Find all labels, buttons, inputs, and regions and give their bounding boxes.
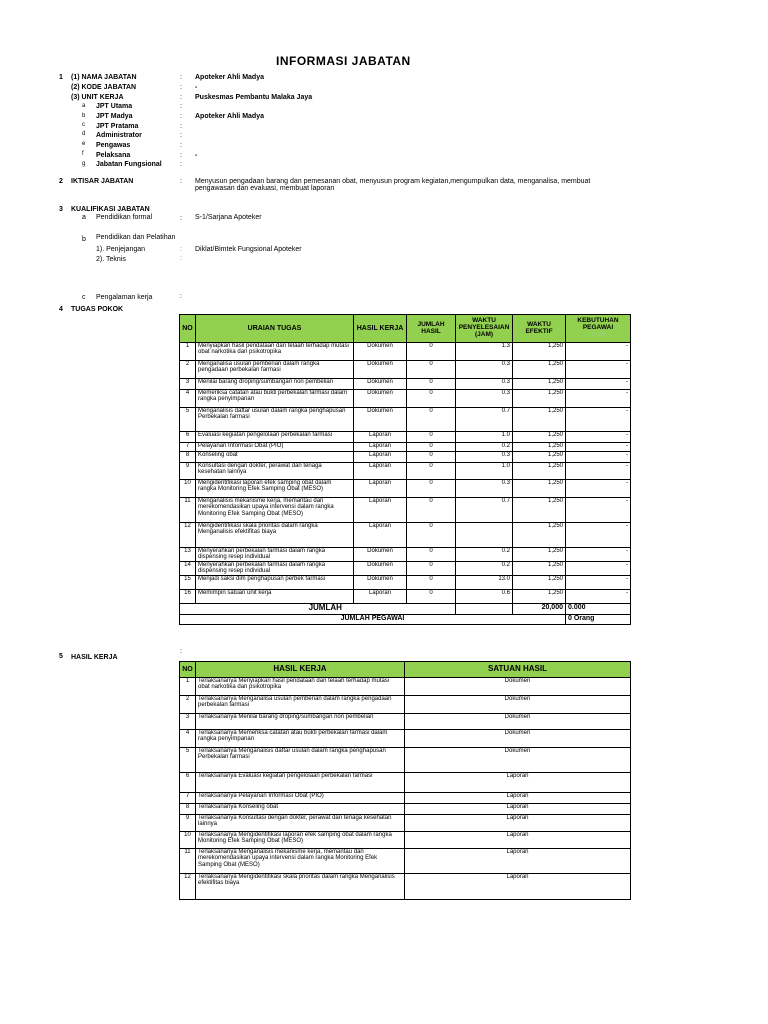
- cell-no: 4: [180, 730, 196, 748]
- cell-waktu-efektif: 1,250: [513, 590, 566, 604]
- cell-hasil-kerja: Terlaksananya Mengidentifikasi laporan efek samping obat dalam rangka Monitoring Efek Samping Obat (MESO): [196, 832, 405, 849]
- cell-hasil-kerja: Terlaksananya Menganalisa usulan pemberian dalam rangka pengadaan perbekalan farmasi: [196, 696, 405, 714]
- cell-waktu-efektif: 1,250: [513, 562, 566, 576]
- cell-waktu-efektif: 1,250: [513, 548, 566, 562]
- cell-waktu-efektif: 1,250: [513, 463, 566, 480]
- jumlah-pegawai-row: [180, 615, 631, 625]
- sub-letter: b: [82, 113, 86, 119]
- cell-jumlah-hasil: 0: [407, 379, 456, 390]
- cell-jumlah-hasil: 0: [407, 343, 456, 361]
- cell-hasil-kerja: Laporan: [354, 463, 407, 480]
- colon: :: [180, 103, 182, 110]
- table-row: [180, 849, 631, 874]
- hasil-kerja-label: HASIL KERJA: [71, 654, 118, 661]
- table-row: [180, 832, 631, 849]
- jumlah-pegawai-label: JUMLAH PEGAWAI: [180, 615, 566, 625]
- cell-no: 7: [180, 443, 196, 452]
- cell-hasil-kerja: Dokumen: [354, 408, 407, 432]
- cell-waktu-penyelesaian: 0.2: [456, 562, 513, 576]
- cell-satuan-hasil: Laporan: [405, 849, 631, 874]
- cell-no: 4: [180, 390, 196, 408]
- cell-jumlah-hasil: 0: [407, 463, 456, 480]
- cell-waktu-efektif: 1,250: [513, 432, 566, 443]
- cell-uraian-tugas: Pelayanan Informasi Obat (PIO): [196, 443, 354, 452]
- cell-waktu-penyelesaian: 0.7: [456, 408, 513, 432]
- cell-kebutuhan-pegawai: -: [566, 343, 631, 361]
- cell-satuan-hasil: Laporan: [405, 815, 631, 832]
- cell-waktu-efektif: 1,250: [513, 361, 566, 379]
- header-waktu-efektif: WAKTU EFEKTIF: [513, 315, 566, 343]
- tugas-pokok-label: TUGAS POKOK: [71, 306, 124, 313]
- cell-uraian-tugas: Memeriksa catatan atau bukti perbekalan farmasi dalam rangka penyimpanan: [196, 390, 354, 408]
- cell-uraian-tugas: Mengidentifikasi skala prioritas dalam rangka Menganalisis efektifitas biaya: [196, 523, 354, 548]
- iktisar-jabatan-label: IKTISAR JABATAN: [71, 178, 134, 185]
- hasil-kerja-table: [179, 661, 631, 900]
- cell-no: 9: [180, 463, 196, 480]
- cell-hasil-kerja: Terlaksananya Mengidentifikasi skala prioritas dalam rangka Menganalisis efektifitas biaya: [196, 874, 405, 900]
- cell-jumlah-hasil: 0: [407, 443, 456, 452]
- cell-no: 5: [180, 408, 196, 432]
- cell-satuan-hasil: Dokumen: [405, 696, 631, 714]
- cell-jumlah-hasil: 0: [407, 523, 456, 548]
- colon: :: [180, 152, 182, 159]
- cell-uraian-tugas: Menganalisis daftar usulan dalam rangka penghapusan Perbekalan farmasi: [196, 408, 354, 432]
- table-row: [180, 815, 631, 832]
- table-row: [180, 379, 631, 390]
- cell-waktu-penyelesaian: 1.3: [456, 343, 513, 361]
- cell-uraian-tugas: Evaluasi kegiatan pengelolaan perbekalan farmasi: [196, 432, 354, 443]
- cell-hasil-kerja: Terlaksananya Menilai barang droping/sumbangan non pembelian: [196, 714, 405, 730]
- cell-kebutuhan-pegawai: -: [566, 498, 631, 523]
- cell-hasil-kerja: Dokumen: [354, 548, 407, 562]
- sub-letter: e: [82, 141, 86, 147]
- colon: :: [180, 132, 182, 139]
- cell-kebutuhan-pegawai: -: [566, 480, 631, 498]
- table-row: [180, 714, 631, 730]
- pendidikan-formal-value: S-1/Sarjana Apoteker: [195, 214, 262, 221]
- cell-no: 16: [180, 590, 196, 604]
- cell-hasil-kerja: Laporan: [354, 480, 407, 498]
- jumlah-kebutuhan: 0.000: [566, 604, 631, 615]
- table-row: [180, 562, 631, 576]
- cell-waktu-efektif: 1,250: [513, 576, 566, 590]
- colon: :: [180, 84, 182, 91]
- nama-jabatan-label: (1) NAMA JABATAN: [71, 74, 137, 81]
- table-row: [180, 343, 631, 361]
- table-row: [180, 548, 631, 562]
- cell-hasil-kerja: Terlaksananya Evaluasi kegiatan pengelolaan perbekalan farmasi: [196, 773, 405, 793]
- table-row: [180, 590, 631, 604]
- table-row: [180, 696, 631, 714]
- table-row: [180, 480, 631, 498]
- kualifikasi-jabatan-label: KUALIFIKASI JABATAN: [71, 206, 150, 213]
- cell-satuan-hasil: Laporan: [405, 832, 631, 849]
- cell-no: 1: [180, 343, 196, 361]
- cell-hasil-kerja: Dokumen: [354, 576, 407, 590]
- jumlah-label: JUMLAH: [196, 604, 456, 615]
- cell-waktu-efektif: 1,250: [513, 379, 566, 390]
- pengalaman-kerja-label: Pengalaman kerja: [96, 294, 153, 301]
- unit-kerja-value: Puskesmas Pembantu Malaka Jaya: [195, 94, 313, 101]
- table-header-row: [180, 315, 631, 343]
- cell-hasil-kerja: Terlaksananya Konseling obat: [196, 804, 405, 815]
- cell-no: 12: [180, 523, 196, 548]
- cell-hasil-kerja: Terlaksananya Menganalisis mekanisme kerja, memantau dan merekomendasikan upaya intervensi dalam rangka Monitoring Efek Samping Obat (MESO): [196, 849, 405, 874]
- jpt-madya-value: Apoteker Ahli Madya: [195, 113, 264, 120]
- penjejangan-value: Diklat/Bimtek Fungsional Apoteker: [195, 246, 302, 253]
- cell-waktu-efektif: 1,250: [513, 390, 566, 408]
- iktisar-jabatan-value: Menyusun pengadaan barang dan pemesanan obat, menyusun program kegiatan,mengumpulkan data, menganalisa, membuat pengawasan dan evaluasi, membuat laporan: [195, 178, 591, 193]
- cell-waktu-penyelesaian: 0.3: [456, 452, 513, 463]
- cell-waktu-penyelesaian: 0.3: [456, 390, 513, 408]
- cell-kebutuhan-pegawai: -: [566, 463, 631, 480]
- unit-kerja-label: (3) UNIT KERJA: [71, 94, 124, 101]
- cell-jumlah-hasil: 0: [407, 408, 456, 432]
- colon: :: [180, 178, 182, 185]
- cell-hasil-kerja: Laporan: [354, 523, 407, 548]
- table-row: [180, 678, 631, 696]
- cell-waktu-efektif: 1,250: [513, 343, 566, 361]
- cell-jumlah-hasil: 0: [407, 390, 456, 408]
- cell-hasil-kerja: Laporan: [354, 443, 407, 452]
- table-row: [180, 498, 631, 523]
- cell-hasil-kerja: Terlaksananya Menganalisis daftar usulan dalam rangka penghapusan Perbekalan farmasi: [196, 748, 405, 773]
- cell-jumlah-hasil: 0: [407, 452, 456, 463]
- cell-hasil-kerja: Laporan: [354, 452, 407, 463]
- cell-jumlah-hasil: 0: [407, 432, 456, 443]
- teknis-label: 2). Teknis: [96, 256, 126, 263]
- cell-hasil-kerja: Terlaksananya Menyiapkan hasil pendataan dan telaah terhadap mutasi obat narkotika dan psikotropika: [196, 678, 405, 696]
- pendidikan-pelatihan-label: Pendidikan dan Pelatihan: [96, 234, 176, 241]
- pendidikan-formal-label: Pendidikan formal: [96, 214, 153, 221]
- table-row: [180, 452, 631, 463]
- cell-kebutuhan-pegawai: -: [566, 408, 631, 432]
- cell-hasil-kerja: Laporan: [354, 498, 407, 523]
- sub-letter: g: [82, 161, 86, 167]
- cell-no: 15: [180, 576, 196, 590]
- colon: :: [180, 142, 182, 149]
- cell-no: 10: [180, 832, 196, 849]
- cell-satuan-hasil: Laporan: [405, 804, 631, 815]
- section-1-number: 1: [59, 74, 63, 81]
- sub-letter: a: [82, 103, 86, 109]
- colon: :: [180, 293, 182, 300]
- cell-uraian-tugas: Menyiapkan hasil pendataan dan telaah terhadap mutasi obat narkotika dan psikotropika: [196, 343, 354, 361]
- cell-uraian-tugas: Menganalisa usulan pemberian dalam rangka pengadaan perbekalan farmasi: [196, 361, 354, 379]
- table-row: [180, 874, 631, 900]
- cell-no: 6: [180, 773, 196, 793]
- jpt-pratama-label: JPT Pratama: [96, 123, 139, 130]
- cell-jumlah-hasil: 0: [407, 480, 456, 498]
- sub-letter: f: [82, 151, 84, 157]
- cell-no: 7: [180, 793, 196, 804]
- colon: :: [180, 94, 182, 101]
- cell-uraian-tugas: Menjadi saksi dim penghapusan perbek farmasi: [196, 576, 354, 590]
- cell-satuan-hasil: Laporan: [405, 874, 631, 900]
- pengawas-label: Pengawas: [96, 142, 131, 149]
- table-row: [180, 793, 631, 804]
- header-hasil-kerja: HASIL KERJA: [196, 662, 405, 678]
- penjejangan-label: 1). Penjejangan: [96, 246, 146, 253]
- pelaksana-value: -: [195, 152, 198, 159]
- cell-kebutuhan-pegawai: -: [566, 361, 631, 379]
- cell-no: 9: [180, 815, 196, 832]
- cell-hasil-kerja: Dokumen: [354, 361, 407, 379]
- cell-satuan-hasil: Laporan: [405, 793, 631, 804]
- sub-letter: c: [82, 294, 86, 301]
- header-no: NO: [180, 315, 196, 343]
- cell-uraian-tugas: Konseling obat: [196, 452, 354, 463]
- cell-no: 6: [180, 432, 196, 443]
- cell-uraian-tugas: Konsultasi dengan dokter, perawat dan tenaga kesehatan lainnya: [196, 463, 354, 480]
- header-kebutuhan-pegawai: [566, 315, 631, 343]
- kode-jabatan-value: -: [195, 84, 198, 91]
- pelaksana-label: Pelaksana: [96, 152, 131, 159]
- cell-waktu-penyelesaian: 0.2: [456, 443, 513, 452]
- table-row: [180, 576, 631, 590]
- cell-no: 5: [180, 748, 196, 773]
- cell-waktu-penyelesaian: [456, 523, 513, 548]
- page-title: INFORMASI JABATAN: [276, 54, 411, 68]
- jumlah-pegawai-value: 0 Orang: [566, 615, 631, 625]
- colon: :: [180, 113, 182, 120]
- cell-waktu-penyelesaian: 1.0: [456, 463, 513, 480]
- cell-hasil-kerja: Dokumen: [354, 562, 407, 576]
- cell-no: 12: [180, 874, 196, 900]
- section-2-number: 2: [59, 178, 63, 185]
- cell-waktu-penyelesaian: 13.0: [456, 576, 513, 590]
- cell-no: 8: [180, 452, 196, 463]
- header-hasil-kerja: HASIL KERJA: [354, 315, 407, 343]
- cell-uraian-tugas: Menilai barang droping/sumbangan non pembelian: [196, 379, 354, 390]
- cell-jumlah-hasil: 0: [407, 576, 456, 590]
- cell-hasil-kerja: Dokumen: [354, 343, 407, 361]
- cell-uraian-tugas: Menyerahkan perbekalan farmasi dalam rangka dispensing resep individual: [196, 562, 354, 576]
- cell-kebutuhan-pegawai: -: [566, 562, 631, 576]
- cell-hasil-kerja: Laporan: [354, 432, 407, 443]
- cell-waktu-penyelesaian: 0.3: [456, 379, 513, 390]
- cell-satuan-hasil: Laporan: [405, 773, 631, 793]
- jpt-madya-label: JPT Madya: [96, 113, 133, 120]
- cell-jumlah-hasil: 0: [407, 361, 456, 379]
- table-row: [180, 432, 631, 443]
- cell-waktu-penyelesaian: 0.6: [456, 590, 513, 604]
- kebutuhan-pegawai-sub: 1250: [590, 330, 606, 338]
- cell-no: 10: [180, 480, 196, 498]
- sub-letter: b: [82, 236, 86, 243]
- cell-no: 3: [180, 714, 196, 730]
- cell-hasil-kerja: Dokumen: [354, 390, 407, 408]
- cell-waktu-penyelesaian: 0.3: [456, 361, 513, 379]
- cell-kebutuhan-pegawai: -: [566, 379, 631, 390]
- sub-letter: d: [82, 131, 86, 137]
- cell-waktu-efektif: 1,250: [513, 523, 566, 548]
- cell-satuan-hasil: Dokumen: [405, 678, 631, 696]
- sub-letter: a: [82, 214, 86, 221]
- jumlah-row: [180, 604, 631, 615]
- cell-no: 2: [180, 361, 196, 379]
- cell-hasil-kerja: Terlaksananya Memeriksa catatan atau bukti perbekalan farmasi dalam rangka penyimpanan: [196, 730, 405, 748]
- cell-kebutuhan-pegawai: -: [566, 576, 631, 590]
- cell-kebutuhan-pegawai: -: [566, 590, 631, 604]
- kebutuhan-pegawai-label: KEBUTUHAN PEGAWAI: [577, 317, 619, 332]
- section-4-number: 4: [59, 306, 63, 313]
- table-row: [180, 443, 631, 452]
- kode-jabatan-label: (2) KODE JABATAN: [71, 84, 137, 91]
- table-row: [180, 463, 631, 480]
- colon: :: [180, 161, 182, 168]
- nama-jabatan-value: Apoteker Ahli Madya: [195, 74, 264, 81]
- colon: :: [180, 74, 182, 81]
- section-3-number: 3: [59, 206, 63, 213]
- header-uraian-tugas: URAIAN TUGAS: [196, 315, 354, 343]
- cell-waktu-penyelesaian: 0.3: [456, 480, 513, 498]
- colon: :: [180, 255, 182, 262]
- cell-waktu-efektif: 1,250: [513, 452, 566, 463]
- cell-hasil-kerja: Dokumen: [354, 379, 407, 390]
- cell-waktu-penyelesaian: 1.0: [456, 432, 513, 443]
- cell-kebutuhan-pegawai: -: [566, 452, 631, 463]
- jabatan-fungsional-label: Jabatan Fungsional: [96, 161, 162, 168]
- jpt-utama-label: JPT Utama: [96, 103, 133, 110]
- cell-jumlah-hasil: 0: [407, 562, 456, 576]
- cell-uraian-tugas: Mengidentifikasi laporan efek samping obat dalam rangka Monitoring Efek Samping Obat (MESO): [196, 480, 354, 498]
- table-row: [180, 773, 631, 793]
- table-row: [180, 390, 631, 408]
- cell-hasil-kerja: Laporan: [354, 590, 407, 604]
- cell-satuan-hasil: Dokumen: [405, 748, 631, 773]
- cell-no: 8: [180, 804, 196, 815]
- cell-jumlah-hasil: 0: [407, 590, 456, 604]
- cell-uraian-tugas: Memimpin satuan unit kerja: [196, 590, 354, 604]
- table-row: [180, 748, 631, 773]
- header-waktu-penyelesaian: WAKTU PENYELESAIAN (JAM): [456, 315, 513, 343]
- sub-letter: c: [82, 122, 85, 128]
- table-row: [180, 523, 631, 548]
- cell-uraian-tugas: Menyerahkan perbekalan farmasi dalam rangka dispensing resep individual: [196, 548, 354, 562]
- header-jumlah-hasil: JUMLAH HASIL: [407, 315, 456, 343]
- cell-satuan-hasil: Dokumen: [405, 730, 631, 748]
- cell-waktu-penyelesaian: 0.7: [456, 498, 513, 523]
- table-row: [180, 408, 631, 432]
- colon: :: [180, 648, 182, 655]
- cell-no: 13: [180, 548, 196, 562]
- jumlah-efektif: 20,000: [513, 604, 566, 615]
- cell-no: 11: [180, 849, 196, 874]
- header-satuan-hasil: SATUAN HASIL: [405, 662, 631, 678]
- cell-satuan-hasil: Dokumen: [405, 714, 631, 730]
- cell-kebutuhan-pegawai: -: [566, 548, 631, 562]
- cell-no: 11: [180, 498, 196, 523]
- table-row: [180, 804, 631, 815]
- cell-hasil-kerja: Terlaksananya Pelayanan Informasi Obat (PIO): [196, 793, 405, 804]
- cell-kebutuhan-pegawai: -: [566, 523, 631, 548]
- cell-waktu-efektif: 1,250: [513, 408, 566, 432]
- cell-no: 1: [180, 678, 196, 696]
- colon: :: [180, 123, 182, 130]
- cell-waktu-efektif: 1,250: [513, 480, 566, 498]
- tugas-pokok-table: [179, 314, 631, 625]
- cell-waktu-efektif: 1,250: [513, 498, 566, 523]
- header-no: NO: [180, 662, 196, 678]
- colon: :: [180, 215, 182, 222]
- table-row: [180, 361, 631, 379]
- table-row: [180, 730, 631, 748]
- cell-jumlah-hasil: 0: [407, 498, 456, 523]
- cell-kebutuhan-pegawai: -: [566, 432, 631, 443]
- cell-uraian-tugas: Menganalisis mekanisme kerja, memantau dan merekomendasikan upaya intervensi dalam rangka Monitoring Efek Samping Obat (MESO): [196, 498, 354, 523]
- cell-kebutuhan-pegawai: -: [566, 443, 631, 452]
- colon: :: [180, 246, 182, 253]
- administrator-label: Administrator: [96, 132, 142, 139]
- cell-no: 2: [180, 696, 196, 714]
- cell-jumlah-hasil: 0: [407, 548, 456, 562]
- cell-hasil-kerja: Terlaksananya Konsultasi dengan dokter, perawat dan tenaga kesehatan lainnya: [196, 815, 405, 832]
- cell-waktu-penyelesaian: 0.2: [456, 548, 513, 562]
- cell-waktu-efektif: 1,250: [513, 443, 566, 452]
- cell-no: 14: [180, 562, 196, 576]
- section-5-number: 5: [59, 653, 63, 660]
- table-header-row: [180, 662, 631, 678]
- cell-kebutuhan-pegawai: -: [566, 390, 631, 408]
- cell-no: 3: [180, 379, 196, 390]
